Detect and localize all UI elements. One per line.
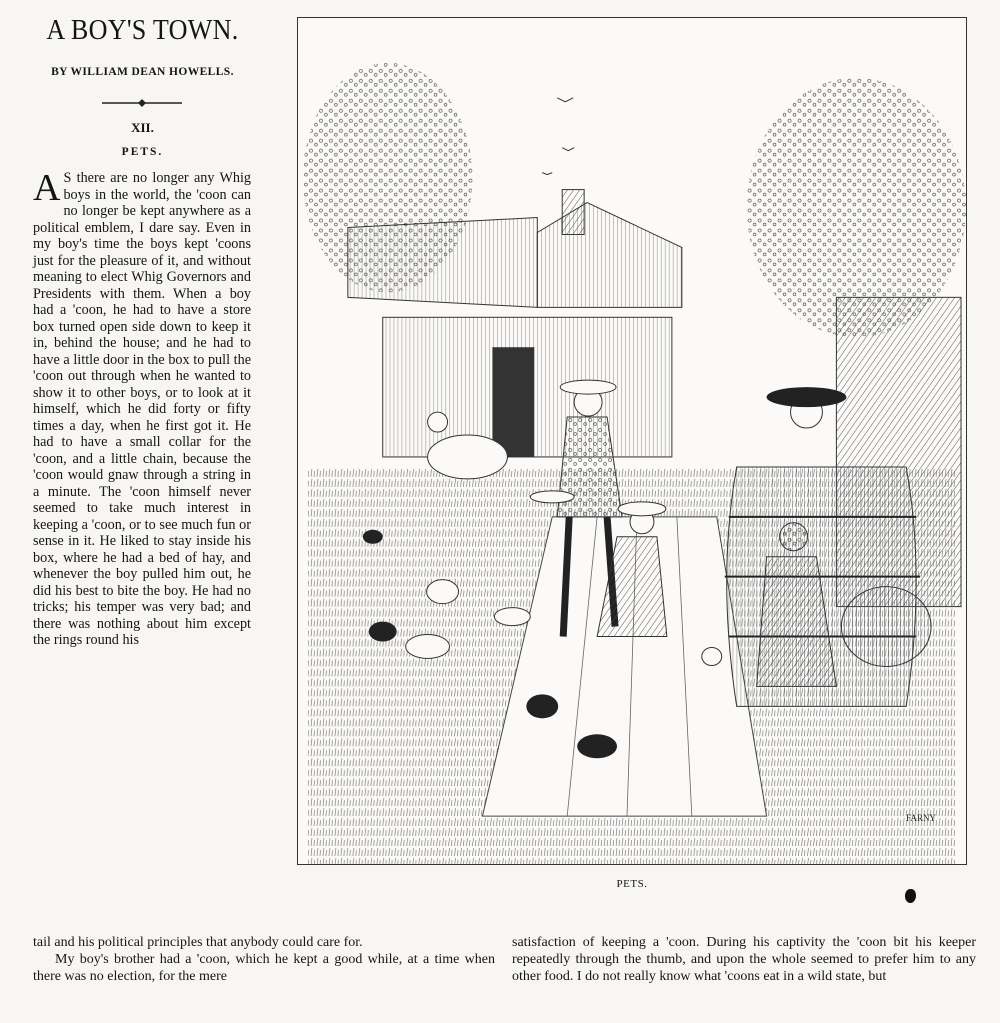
article-title: A BOY'S TOWN. [46, 14, 239, 46]
body-bottom-right: satisfaction of keeping a 'coon. During his captivity the 'coon bit his keeper repeatedly through the thumb, and upon the whole seemed to prefer him to any other food. I do not really know what 'coons eat in a wild state, but [512, 935, 976, 984]
goat [428, 435, 508, 479]
dog [841, 587, 931, 667]
artist-signature: FARNY [906, 813, 936, 824]
chimney [562, 190, 584, 235]
shed-door [492, 347, 534, 457]
chapter-number: XII. [131, 120, 154, 135]
drop-cap: A [33, 167, 61, 209]
bottom-left-line1: tail and his political principles that anybody could care for. [33, 935, 363, 950]
illustration-drawing [298, 18, 966, 864]
ornament-divider [100, 97, 184, 109]
body-column-1 [33, 167, 251, 649]
section-title: PETS. [121, 146, 164, 158]
bottom-left-para2: My boy's brother had a 'coon, which he kept a good while, at a time when there was no election, for the mere [33, 952, 495, 984]
body-bottom-left [33, 934, 495, 985]
illustration-pets [297, 17, 967, 865]
house-roof [537, 203, 682, 308]
column-1-text: S there are no longer any Whig boys in the world, the 'coon can no longer be kept anywhere as a political emblem, I dare say. Even in my boy's time the boys kept 'coons just for the pleasure of it, and without meaning to elect Whig Governors and Presidents with them. When a boy had a 'coon, he had to have a store box turned open side down to keep it in, behind the house; and he had to have a little door in the box to pull the 'coon out through when he wanted to show it to other boys, or to look at it himself, which he did forty or fifty times a day, when he first got it. He had to have a small collar for the 'coon, and a little chain, because the 'coon would gnaw through a string in a minute. The 'coon himself never seemed to take much interest in keeping a 'coon, or to see much fun or sense in it. He liked to stay inside his box, where he had a bed of hay, and whenever the boy pulled him out, he did his best to bite the boy. He had no tricks; his temper was very bad; and there was nothing about him except the rings round his [33, 170, 251, 648]
author-byline: BY WILLIAM DEAN HOWELLS. [51, 66, 234, 78]
figure-caption: PETS. [616, 878, 648, 890]
ink-speck [905, 889, 916, 903]
